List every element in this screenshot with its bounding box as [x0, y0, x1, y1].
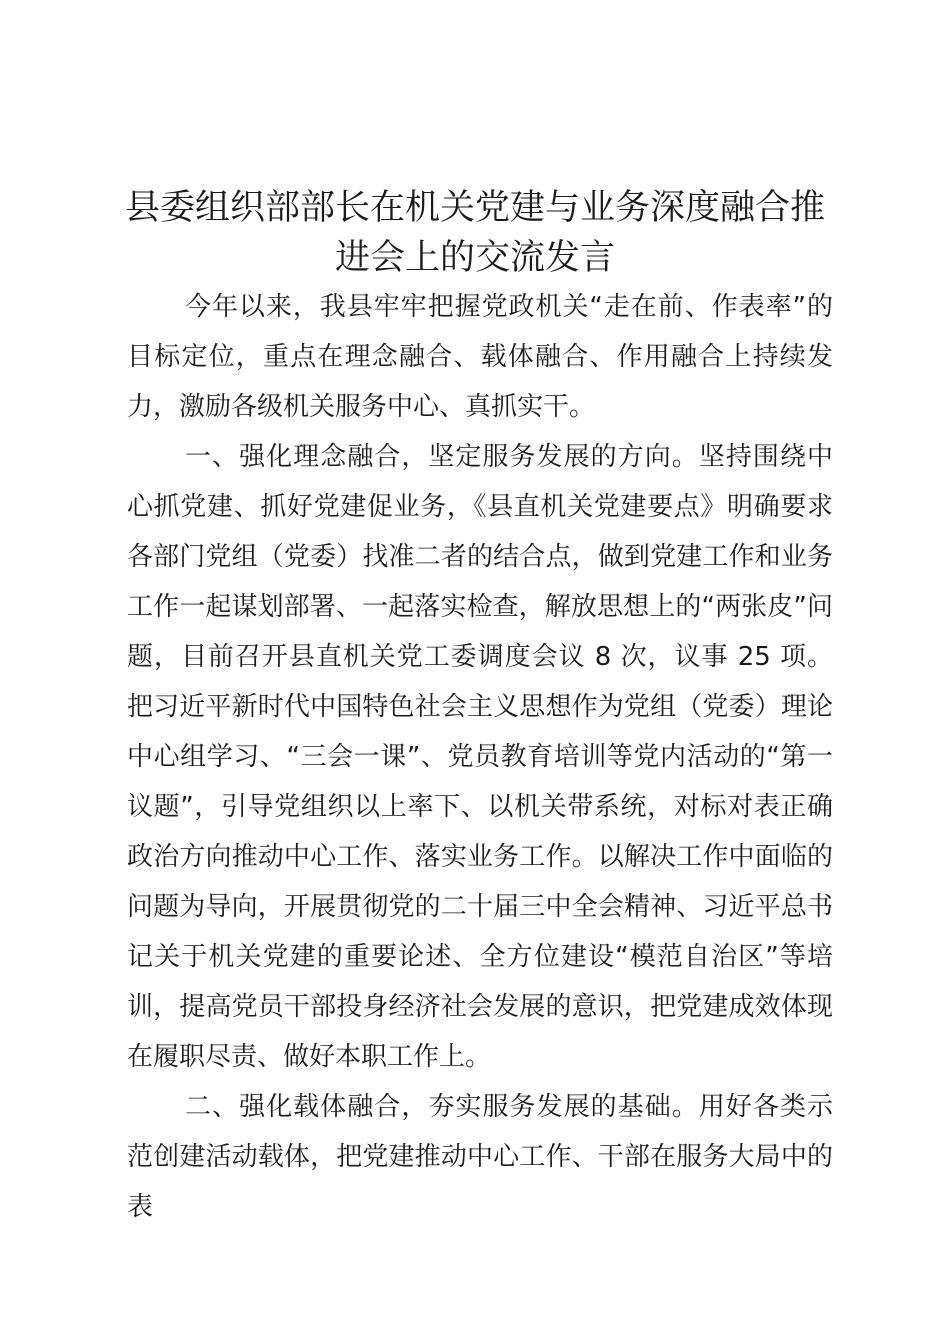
document-body — [127, 282, 833, 1232]
paragraph-text: 今年以来，我县牢牢把握党政机关“走在前、作表率”的目标定位，重点在理念融合、载体融合、作用融合上持续发力，激励各级机关服务中心、真抓实干。 — [127, 292, 833, 422]
document-title: 县委组织部部长在机关党建与业务深度融合推进会上的交流发言 — [124, 188, 825, 278]
paragraph-text: 用好各类示范创建活动载体，把党建推动中心工作、干部在服务大局中的表 — [127, 1092, 833, 1222]
paragraph-section-1 — [127, 432, 833, 1082]
paragraph-lead: 二、强化载体融合，夯实服务发展的基础。 — [185, 1092, 699, 1122]
paragraph-lead: 一、强化理念融合，坚定服务发展的方向。 — [185, 442, 699, 472]
paragraph-section-2 — [127, 1082, 833, 1232]
paragraph-text: 坚持围绕中心抓党建、抓好党建促业务，《县直机关党建要点》明确要求各部门党组（党委）找准二者的结合点，做到党建工作和业务工作一起谋划部署、一起落实检查，解放思想上的“两张皮”问题，目前召开县直机关党工委调度会议 8 次，议事 25 项。把习近平新时代中国特色社会主义思想作为党组（党委）理论中心组学习、“三会一课”、党员教育培训等党内活动的“第一议题”，引导党组织以上率下、以机关带系统，对标对表正确政治方向推动中心工作、落实业务工作。以解决工作中面临的问题为导向，开展贯彻党的二十届三中全会精神、习近平总书记关于机关党建的重要论述、全方位建设“模范自治区”等培训，提高党员干部投身经济社会发展的意识，把党建成效体现在履职尽责、做好本职工作上。 — [127, 442, 833, 1072]
paragraph-intro — [127, 282, 833, 432]
